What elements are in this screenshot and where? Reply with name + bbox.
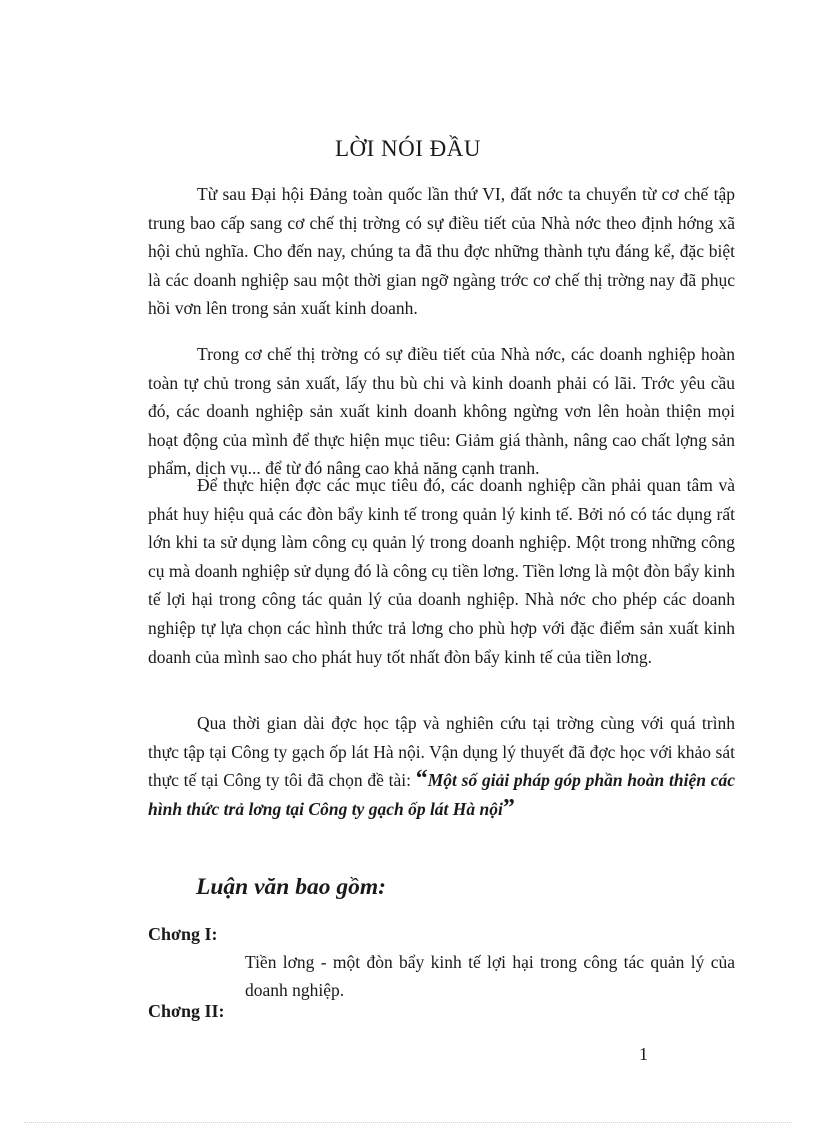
page-title: LỜI NÓI ĐẦU	[334, 136, 482, 161]
paragraph-lead-text: Qua thời gian dài đợc học tập và nghiên cứu tại trờng cùng với quá trình thực tập tại Công ty gạch ốp lát Hà nội. Vận dụng lý thuyết đã đợc học với khảo sát thực tế tại Công ty tôi đã chọn đề tài:	[148, 713, 735, 791]
paragraph-text: Để thực hiện đợc các mục tiêu đó, các doanh nghiệp cần phải quan tâm và phát huy hiệu quả các đòn bẩy kinh tế trong quản lý kinh tế. Bởi nó có tác dụng rất lớn khi ta sử dụng làm công cụ quản lý trong doanh nghiệp. Một trong những công cụ mà doanh nghiệp sử dụng đó là công cụ tiền lơng. Tiền lơng là một đòn bẩy kinh tế lợi hại trong công tác quản lý của doanh nghiệp. Nhà nớc cho phép các doanh nghiệp tự lựa chọn các hình thức trả lơng cho phù hợp với đặc điểm sản xuất kinh doanh của mình sao cho phát huy tốt nhất đòn bẩy kinh tế của tiền lơng.	[148, 475, 735, 667]
page-number: 1	[639, 1044, 648, 1064]
thesis-topic-title: Một số giải pháp góp phần hoàn thiện các hình thức trả lơng tại Công ty gạch ốp lát Hà nội	[148, 770, 735, 819]
paragraph-text: Trong cơ chế thị trờng có sự điều tiết của Nhà nớc, các doanh nghiệp hoàn toàn tự chủ trong sản xuất, lấy thu bù chi và kinh doanh phải có lãi. Trớc yêu cầu đó, các doanh nghiệp sản xuất kinh doanh không ngừng vơn lên hoàn thiện mọi hoạt động của mình để thực hiện mục tiêu: Giảm giá thành, nâng cao chất lợng sản phẩm, dịch vụ... để từ đó nâng cao khả năng cạnh tranh.	[148, 344, 735, 479]
closing-quote: ”	[502, 794, 515, 821]
paragraph-text	[148, 709, 735, 823]
opening-quote: “	[415, 766, 428, 793]
chapter-1-description: Tiền lơng - một đòn bẩy kinh tế lợi hại trong công tác quản lý của doanh nghiệp.	[245, 952, 735, 1000]
paragraph-topic-selection	[148, 709, 735, 823]
chapter-2-label: Chơng II:	[148, 1001, 225, 1021]
chapter-1-label: Chơng I:	[148, 924, 218, 944]
paragraph-salary-tool	[148, 471, 735, 671]
thesis-contents-heading: Luận văn bao gồm:	[196, 874, 386, 900]
paragraph-intro	[148, 180, 735, 323]
paragraph-market-mechanism	[148, 340, 735, 483]
paragraph-text: Từ sau Đại hội Đảng toàn quốc lần thứ VI, đất nớc ta chuyển từ cơ chế tập trung bao cấp sang cơ chế thị trờng có sự điều tiết của Nhà nớc theo định hớng xã hội chủ nghĩa. Cho đến nay, chúng ta đã thu đợc những thành tựu đáng kể, đặc biệt là các doanh nghiệp sau một thời gian ngỡ ngàng trớc cơ chế thị trờng nay đã phục hồi vơn lên trong sản xuất kinh doanh.	[148, 184, 735, 319]
